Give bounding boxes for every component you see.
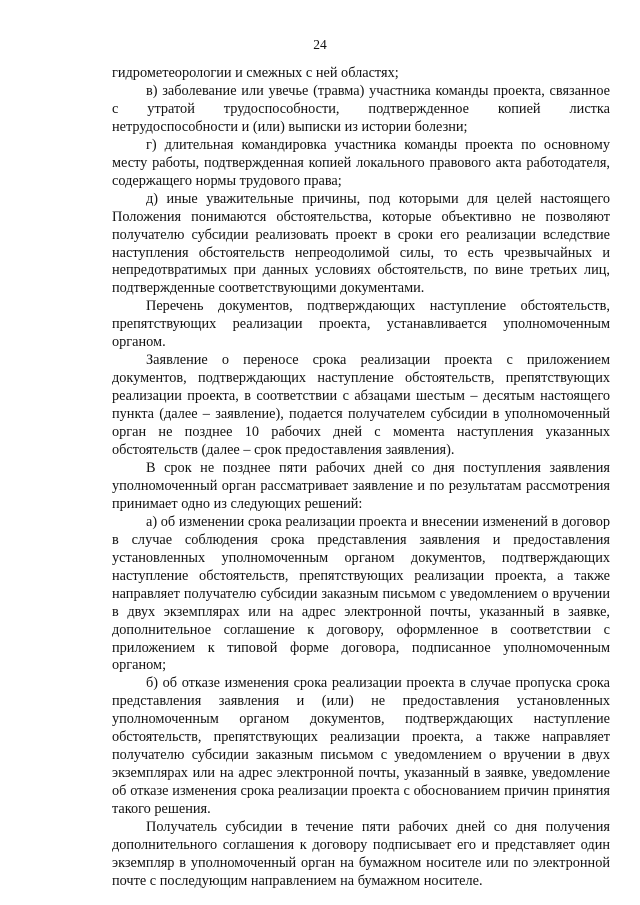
paragraph: Перечень документов, подтверждающих наступление обстоятельств, препятствующих реализации проекта, устанавливается уполномоченным органом.	[112, 298, 610, 351]
paragraph: г) длительная командировка участника команды проекта по основному месту работы, подтвержденная копией локального правового акта работодателя, содержащего нормы трудового права;	[112, 136, 610, 189]
paragraph: б) об отказе изменения срока реализации проекта в случае пропуска срока представления заявления и (или) не предоставления установленных уполномоченным органом документов, подтверждающих наступление обстоятельств, препятствующих реализации проекта, а также направляет получателю субсидии заказным письмом с уведомлением о вручении в двух экземплярах или на адрес электронной почты, указанный в заявке, уведомление об отказе изменения срока реализации проекта с обоснованием причин принятия такого решения.	[112, 675, 610, 818]
paragraph: гидрометеорологии и смежных с ней областях;	[112, 65, 399, 81]
paragraph: д) иные уважительные причины, под которыми для целей настоящего Положения понимаются обстоятельства, которые объективно не позволяют получателю субсидии реализовать проект в сроки его реализации вследствие наступления обстоятельств непреодолимой силы, то есть чрезвычайных и непредотвратимых при данных условиях обстоятельств, по вине третьих лиц, подтвержденные соответствующими документами.	[112, 190, 610, 297]
paragraph: Получатель субсидии в течение пяти рабочих дней со дня получения дополнительного соглашения к договору подписывает его и представляет один экземпляр в уполномоченный орган на бумажном носителе или по электронной почте с последующим направлением на бумажном носителе.	[112, 819, 610, 889]
paragraph: В срок не позднее пяти рабочих дней со дня поступления заявления уполномоченный орган рассматривает заявление и по результатам рассмотрения принимает одно из следующих решений:	[112, 459, 610, 512]
paragraph: а) об изменении срока реализации проекта и внесении изменений в договор в случае соблюдения срока представления заявления и предоставления установленных уполномоченным органом документов, подтверждающих наступление обстоятельств, препятствующих реализации проекта, а также направляет получателю субсидии заказным письмом с уведомлением о вручении в двух экземплярах или на адрес электронной почты, указанный в заявке, дополнительное соглашение к договору, оформленное в соответствии с приложением к типовой форме договора, подписанное уполномоченным органом;	[112, 513, 610, 674]
paragraph: в) заболевание или увечье (травма) участника команды проекта, связанное с утратой трудоспособности, подтвержденное копией листка нетрудоспособности и (или) выписки из истории болезни;	[112, 82, 610, 135]
paragraph: Заявление о переносе срока реализации проекта с приложением документов, подтверждающих наступление обстоятельств, препятствующих реализации проекта, в соответствии с абзацами шестым – десятым настоящего пункта (далее – заявление), подается получателем субсидии в уполномоченный орган не позднее 10 рабочих дней с момента наступления указанных обстоятельств (далее – срок предоставления заявления).	[112, 352, 610, 459]
document-body	[112, 65, 610, 891]
page-number: 24	[313, 37, 327, 52]
